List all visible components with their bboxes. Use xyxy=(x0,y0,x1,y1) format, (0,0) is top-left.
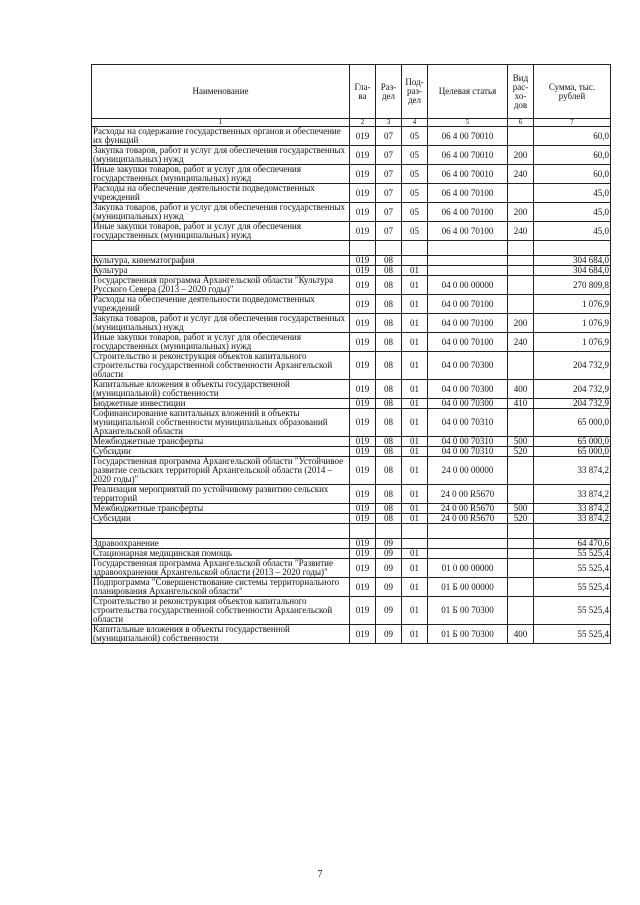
expense-type-cell: 520 xyxy=(508,447,534,457)
amount-cell: 33 874,2 xyxy=(534,457,611,485)
header-expense-type: Вид рас-хо-дов xyxy=(508,65,534,119)
spacer-cell xyxy=(508,241,534,256)
section-cell: 09 xyxy=(376,539,402,549)
table-row xyxy=(92,127,611,146)
target-article-cell: 06 4 00 70100 xyxy=(428,203,508,222)
target-article-cell: 24 0 00 R5670 xyxy=(428,485,508,504)
chapter-cell: 019 xyxy=(350,625,376,644)
subsection-cell: 01 xyxy=(402,276,428,295)
expense-type-cell: 240 xyxy=(508,333,534,352)
amount-cell: 304 684,0 xyxy=(534,266,611,276)
target-article-cell: 01 Б 00 70300 xyxy=(428,597,508,625)
row-name-cell: Расходы на обеспечение деятельности подведомственных учреждений xyxy=(92,184,350,203)
target-article-cell: 06 4 00 70100 xyxy=(428,222,508,241)
expense-type-cell: 200 xyxy=(508,146,534,165)
table-row xyxy=(92,146,611,165)
amount-cell: 60,0 xyxy=(534,165,611,184)
table-row xyxy=(92,276,611,295)
target-article-cell: 24 0 00 00000 xyxy=(428,457,508,485)
target-article-cell: 04 0 00 70310 xyxy=(428,409,508,437)
amount-cell: 33 874,2 xyxy=(534,485,611,504)
table-row xyxy=(92,485,611,504)
table-row xyxy=(92,399,611,409)
subsection-cell: 01 xyxy=(402,352,428,380)
subsection-cell: 01 xyxy=(402,295,428,314)
subsection-cell: 01 xyxy=(402,485,428,504)
expense-type-cell xyxy=(508,578,534,597)
subsection-cell xyxy=(402,539,428,549)
table-row xyxy=(92,314,611,333)
chapter-cell: 019 xyxy=(350,380,376,399)
expense-type-cell xyxy=(508,559,534,578)
header-subsection: Под-раз-дел xyxy=(402,65,428,119)
amount-cell: 60,0 xyxy=(534,146,611,165)
amount-cell: 33 874,2 xyxy=(534,514,611,524)
target-article-cell: 04 0 00 70300 xyxy=(428,352,508,380)
expense-type-cell xyxy=(508,184,534,203)
table-row xyxy=(92,514,611,524)
subsection-cell: 01 xyxy=(402,578,428,597)
row-name-cell: Строительство и реконструкция объектов капитального строительства государственной собственности Архангельской области xyxy=(92,597,350,625)
section-cell: 09 xyxy=(376,597,402,625)
column-number: 2 xyxy=(350,119,376,127)
budget-table xyxy=(91,64,611,644)
subsection-cell: 05 xyxy=(402,127,428,146)
amount-cell: 45,0 xyxy=(534,222,611,241)
section-cell: 08 xyxy=(376,333,402,352)
chapter-cell: 019 xyxy=(350,597,376,625)
section-cell: 08 xyxy=(376,266,402,276)
target-article-cell: 01 Б 00 70300 xyxy=(428,625,508,644)
chapter-cell: 019 xyxy=(350,127,376,146)
expense-type-cell xyxy=(508,457,534,485)
chapter-cell: 019 xyxy=(350,539,376,549)
table-row xyxy=(92,437,611,447)
table-row xyxy=(92,266,611,276)
target-article-cell: 06 4 00 70010 xyxy=(428,146,508,165)
expense-type-cell: 500 xyxy=(508,504,534,514)
table-row xyxy=(92,597,611,625)
column-number-row xyxy=(92,119,611,127)
amount-cell: 64 470,6 xyxy=(534,539,611,549)
subsection-cell: 05 xyxy=(402,222,428,241)
expense-type-cell xyxy=(508,352,534,380)
subsection-cell: 01 xyxy=(402,266,428,276)
table-row xyxy=(92,184,611,203)
amount-cell: 33 874,2 xyxy=(534,504,611,514)
chapter-cell: 019 xyxy=(350,447,376,457)
expense-type-cell xyxy=(508,597,534,625)
spacer-cell xyxy=(376,241,402,256)
table-row xyxy=(92,625,611,644)
expense-type-cell: 200 xyxy=(508,203,534,222)
target-article-cell: 06 4 00 70100 xyxy=(428,184,508,203)
row-name-cell: Софинансирование капитальных вложений в объекты муниципальной собственности муниципальных образований Архангельской области xyxy=(92,409,350,437)
subsection-cell: 01 xyxy=(402,457,428,485)
subsection-cell: 01 xyxy=(402,549,428,559)
section-cell: 08 xyxy=(376,514,402,524)
expense-type-cell xyxy=(508,276,534,295)
spacer-cell xyxy=(402,241,428,256)
table-row xyxy=(92,295,611,314)
amount-cell: 65 000,0 xyxy=(534,447,611,457)
section-cell: 07 xyxy=(376,203,402,222)
table-row xyxy=(92,352,611,380)
chapter-cell: 019 xyxy=(350,295,376,314)
table-row xyxy=(92,457,611,485)
table-row xyxy=(92,380,611,399)
table-row xyxy=(92,333,611,352)
subsection-cell: 01 xyxy=(402,380,428,399)
table-row xyxy=(92,559,611,578)
row-name-cell: Культура, кинематография xyxy=(92,256,350,266)
row-name-cell: Закупка товаров, работ и услуг для обеспечения государственных (муниципальных) нужд xyxy=(92,314,350,333)
amount-cell: 55 525,4 xyxy=(534,559,611,578)
row-name-cell: Межбюджетные трансферты xyxy=(92,437,350,447)
column-number: 7 xyxy=(534,119,611,127)
subsection-cell: 05 xyxy=(402,184,428,203)
table-row xyxy=(92,165,611,184)
row-name-cell: Расходы на обеспечение деятельности подведомственных учреждений xyxy=(92,295,350,314)
page-number: 7 xyxy=(317,869,323,880)
spacer-cell xyxy=(350,241,376,256)
amount-cell: 60,0 xyxy=(534,127,611,146)
subsection-cell: 05 xyxy=(402,165,428,184)
subsection-cell: 01 xyxy=(402,514,428,524)
chapter-cell: 019 xyxy=(350,399,376,409)
chapter-cell: 019 xyxy=(350,314,376,333)
table-row xyxy=(92,504,611,514)
row-name-cell: Капитальные вложения в объекты государственной (муниципальной) собственности xyxy=(92,380,350,399)
expense-type-cell: 240 xyxy=(508,165,534,184)
section-cell: 08 xyxy=(376,457,402,485)
expense-type-cell: 500 xyxy=(508,437,534,447)
spacer-cell xyxy=(508,524,534,539)
subsection-cell xyxy=(402,256,428,266)
subsection-cell: 01 xyxy=(402,559,428,578)
target-article-cell: 04 0 00 70300 xyxy=(428,399,508,409)
target-article-cell: 01 Б 00 00000 xyxy=(428,578,508,597)
expense-type-cell xyxy=(508,549,534,559)
section-cell: 08 xyxy=(376,380,402,399)
section-cell: 07 xyxy=(376,222,402,241)
expense-type-cell: 400 xyxy=(508,625,534,644)
expense-type-cell: 200 xyxy=(508,314,534,333)
chapter-cell: 019 xyxy=(350,457,376,485)
target-article-cell xyxy=(428,539,508,549)
amount-cell: 55 525,4 xyxy=(534,549,611,559)
chapter-cell: 019 xyxy=(350,514,376,524)
column-number: 6 xyxy=(508,119,534,127)
subsection-cell: 01 xyxy=(402,333,428,352)
section-cell: 08 xyxy=(376,276,402,295)
row-name-cell: Межбюджетные трансферты xyxy=(92,504,350,514)
amount-cell: 1 076,9 xyxy=(534,314,611,333)
subsection-cell: 01 xyxy=(402,597,428,625)
spacer-cell xyxy=(534,241,611,256)
spacer-cell xyxy=(534,524,611,539)
target-article-cell: 06 4 00 70010 xyxy=(428,165,508,184)
expense-type-cell xyxy=(508,409,534,437)
column-number: 3 xyxy=(376,119,402,127)
expense-type-cell: 240 xyxy=(508,222,534,241)
chapter-cell: 019 xyxy=(350,333,376,352)
column-number: 1 xyxy=(92,119,350,127)
section-cell: 08 xyxy=(376,295,402,314)
section-cell: 09 xyxy=(376,578,402,597)
spacer-cell xyxy=(428,241,508,256)
amount-cell: 1 076,9 xyxy=(534,333,611,352)
subsection-cell: 01 xyxy=(402,314,428,333)
spacer-row xyxy=(92,241,611,256)
table-row xyxy=(92,203,611,222)
section-cell: 07 xyxy=(376,127,402,146)
section-cell: 08 xyxy=(376,352,402,380)
amount-cell: 55 525,4 xyxy=(534,578,611,597)
section-cell: 08 xyxy=(376,447,402,457)
section-cell: 09 xyxy=(376,625,402,644)
chapter-cell: 019 xyxy=(350,578,376,597)
target-article-cell: 04 0 00 70100 xyxy=(428,295,508,314)
target-article-cell: 04 0 00 00000 xyxy=(428,276,508,295)
spacer-cell xyxy=(92,241,350,256)
chapter-cell: 019 xyxy=(350,504,376,514)
chapter-cell: 019 xyxy=(350,222,376,241)
header-row xyxy=(92,65,611,119)
row-name-cell: Реализация мероприятий по устойчивому развитию сельских территорий xyxy=(92,485,350,504)
subsection-cell: 01 xyxy=(402,625,428,644)
row-name-cell: Иные закупки товаров, работ и услуг для обеспечения государственных (муниципальных) нужд xyxy=(92,333,350,352)
row-name-cell: Культура xyxy=(92,266,350,276)
target-article-cell: 24 0 00 R5670 xyxy=(428,504,508,514)
target-article-cell: 04 0 00 70310 xyxy=(428,447,508,457)
section-cell: 09 xyxy=(376,559,402,578)
header-target-article: Целевая статья xyxy=(428,65,508,119)
chapter-cell: 019 xyxy=(350,437,376,447)
chapter-cell: 019 xyxy=(350,203,376,222)
target-article-cell xyxy=(428,549,508,559)
table-row xyxy=(92,409,611,437)
amount-cell: 204 732,9 xyxy=(534,399,611,409)
expense-type-cell xyxy=(508,485,534,504)
row-name-cell: Закупка товаров, работ и услуг для обеспечения государственных (муниципальных) нужд xyxy=(92,203,350,222)
column-number: 5 xyxy=(428,119,508,127)
amount-cell: 204 732,9 xyxy=(534,352,611,380)
subsection-cell: 05 xyxy=(402,146,428,165)
subsection-cell: 01 xyxy=(402,437,428,447)
expense-type-cell xyxy=(508,256,534,266)
target-article-cell: 06 4 00 70010 xyxy=(428,127,508,146)
header-amount: Сумма, тыс. рублей xyxy=(534,65,611,119)
amount-cell: 1 076,9 xyxy=(534,295,611,314)
expense-type-cell xyxy=(508,127,534,146)
row-name-cell: Иные закупки товаров, работ и услуг для обеспечения государственных (муниципальных) нужд xyxy=(92,222,350,241)
table-row xyxy=(92,578,611,597)
expense-type-cell: 410 xyxy=(508,399,534,409)
section-cell: 07 xyxy=(376,184,402,203)
amount-cell: 65 000,0 xyxy=(534,437,611,447)
table-row xyxy=(92,447,611,457)
amount-cell: 270 809,8 xyxy=(534,276,611,295)
expense-type-cell xyxy=(508,295,534,314)
section-cell: 08 xyxy=(376,437,402,447)
target-article-cell: 04 0 00 70100 xyxy=(428,314,508,333)
row-name-cell: Расходы на содержание государственных органов и обеспечение их функций xyxy=(92,127,350,146)
subsection-cell: 01 xyxy=(402,504,428,514)
expense-type-cell: 520 xyxy=(508,514,534,524)
section-cell: 07 xyxy=(376,165,402,184)
subsection-cell: 05 xyxy=(402,203,428,222)
column-number: 4 xyxy=(402,119,428,127)
amount-cell: 45,0 xyxy=(534,184,611,203)
subsection-cell: 01 xyxy=(402,399,428,409)
spacer-row xyxy=(92,524,611,539)
spacer-cell xyxy=(428,524,508,539)
table-row xyxy=(92,222,611,241)
subsection-cell: 01 xyxy=(402,447,428,457)
table-row xyxy=(92,539,611,549)
amount-cell: 304 684,0 xyxy=(534,256,611,266)
row-name-cell: Строительство и реконструкция объектов капитального строительства государственной собственности Архангельской области xyxy=(92,352,350,380)
table-row xyxy=(92,256,611,266)
amount-cell: 55 525,4 xyxy=(534,597,611,625)
chapter-cell: 019 xyxy=(350,549,376,559)
header-section: Раз-дел xyxy=(376,65,402,119)
header-chapter: Гла-ва xyxy=(350,65,376,119)
chapter-cell: 019 xyxy=(350,485,376,504)
section-cell: 08 xyxy=(376,485,402,504)
amount-cell: 45,0 xyxy=(534,203,611,222)
chapter-cell: 019 xyxy=(350,146,376,165)
section-cell: 08 xyxy=(376,314,402,333)
row-name-cell: Государственная программа Архангельской области "Культура Русского Севера (2013 – 2020 годы)" xyxy=(92,276,350,295)
target-article-cell: 04 0 00 70100 xyxy=(428,333,508,352)
row-name-cell: Субсидии xyxy=(92,447,350,457)
chapter-cell: 019 xyxy=(350,409,376,437)
amount-cell: 204 732,9 xyxy=(534,380,611,399)
chapter-cell: 019 xyxy=(350,559,376,578)
chapter-cell: 019 xyxy=(350,276,376,295)
row-name-cell: Здравоохранение xyxy=(92,539,350,549)
target-article-cell xyxy=(428,266,508,276)
row-name-cell: Иные закупки товаров, работ и услуг для обеспечения государственных (муниципальных) нужд xyxy=(92,165,350,184)
row-name-cell: Подпрограмма "Совершенствование системы территориального планирования Архангельской области" xyxy=(92,578,350,597)
header-name: Наименование xyxy=(92,65,350,119)
section-cell: 08 xyxy=(376,504,402,514)
row-name-cell: Государственная программа Архангельской области "Устойчивое развитие сельских территорий Архангельской области (2014 – 2020 годы)" xyxy=(92,457,350,485)
table-body xyxy=(92,127,611,644)
section-cell: 08 xyxy=(376,399,402,409)
chapter-cell: 019 xyxy=(350,256,376,266)
amount-cell: 65 000,0 xyxy=(534,409,611,437)
chapter-cell: 019 xyxy=(350,266,376,276)
expense-type-cell: 400 xyxy=(508,380,534,399)
chapter-cell: 019 xyxy=(350,352,376,380)
spacer-cell xyxy=(92,524,350,539)
amount-cell: 55 525,4 xyxy=(534,625,611,644)
row-name-cell: Государственная программа Архангельской области "Развитие здравоохранения Архангельской области (2013 – 2020 годы)" xyxy=(92,559,350,578)
spacer-cell xyxy=(376,524,402,539)
expense-type-cell xyxy=(508,266,534,276)
section-cell: 08 xyxy=(376,409,402,437)
target-article-cell: 04 0 00 70310 xyxy=(428,437,508,447)
table-row xyxy=(92,549,611,559)
chapter-cell: 019 xyxy=(350,165,376,184)
section-cell: 08 xyxy=(376,256,402,266)
subsection-cell: 01 xyxy=(402,409,428,437)
row-name-cell: Капитальные вложения в объекты государственной (муниципальной) собственности xyxy=(92,625,350,644)
target-article-cell: 01 0 00 00000 xyxy=(428,559,508,578)
target-article-cell xyxy=(428,256,508,266)
section-cell: 09 xyxy=(376,549,402,559)
target-article-cell: 04 0 00 70300 xyxy=(428,380,508,399)
row-name-cell: Закупка товаров, работ и услуг для обеспечения государственных (муниципальных) нужд xyxy=(92,146,350,165)
chapter-cell: 019 xyxy=(350,184,376,203)
target-article-cell: 24 0 00 R5670 xyxy=(428,514,508,524)
row-name-cell: Стационарная медицинская помощь xyxy=(92,549,350,559)
row-name-cell: Субсидии xyxy=(92,514,350,524)
row-name-cell: Бюджетные инвестиции xyxy=(92,399,350,409)
spacer-cell xyxy=(350,524,376,539)
section-cell: 07 xyxy=(376,146,402,165)
spacer-cell xyxy=(402,524,428,539)
expense-type-cell xyxy=(508,539,534,549)
